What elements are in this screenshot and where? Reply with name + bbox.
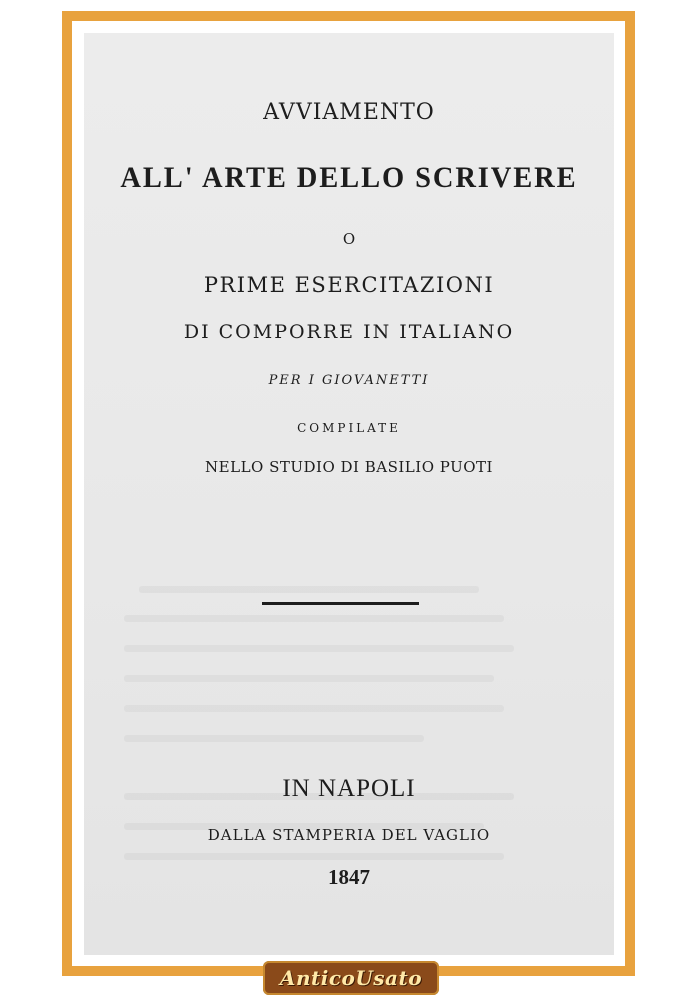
imprint-printer: DALLA STAMPERIA DEL VAGLIO — [207, 826, 491, 844]
bleed-through-mark — [124, 735, 424, 742]
anticousato-logo: AnticoUsato — [263, 961, 439, 995]
bleed-through-mark — [124, 853, 504, 860]
title-line-main: ALL' ARTE DELLO SCRIVERE — [120, 161, 578, 194]
separator-rule — [262, 602, 419, 605]
imprint-city: IN NAPOLI — [282, 775, 416, 802]
author-line: NELLO STUDIO DI BASILIO PUOTI — [205, 458, 493, 476]
bleed-through-mark — [124, 675, 494, 682]
compilate-line: COMPILATE — [297, 421, 401, 435]
title-page — [84, 33, 614, 955]
subtitle-line-2: DI COMPORRE IN ITALIANO — [183, 321, 515, 343]
title-line-o: O — [342, 230, 356, 248]
audience-line: PER I GIOVANETTI — [268, 373, 430, 388]
bleed-through-mark — [124, 615, 504, 622]
imprint-year: 1847 — [328, 865, 370, 889]
subtitle-line-1: PRIME ESERCITAZIONI — [203, 273, 495, 297]
bleed-through-mark — [139, 586, 479, 593]
bleed-through-mark — [124, 705, 504, 712]
bleed-through-mark — [124, 645, 514, 652]
title-line-avviamento: AVVIAMENTO — [263, 100, 435, 125]
